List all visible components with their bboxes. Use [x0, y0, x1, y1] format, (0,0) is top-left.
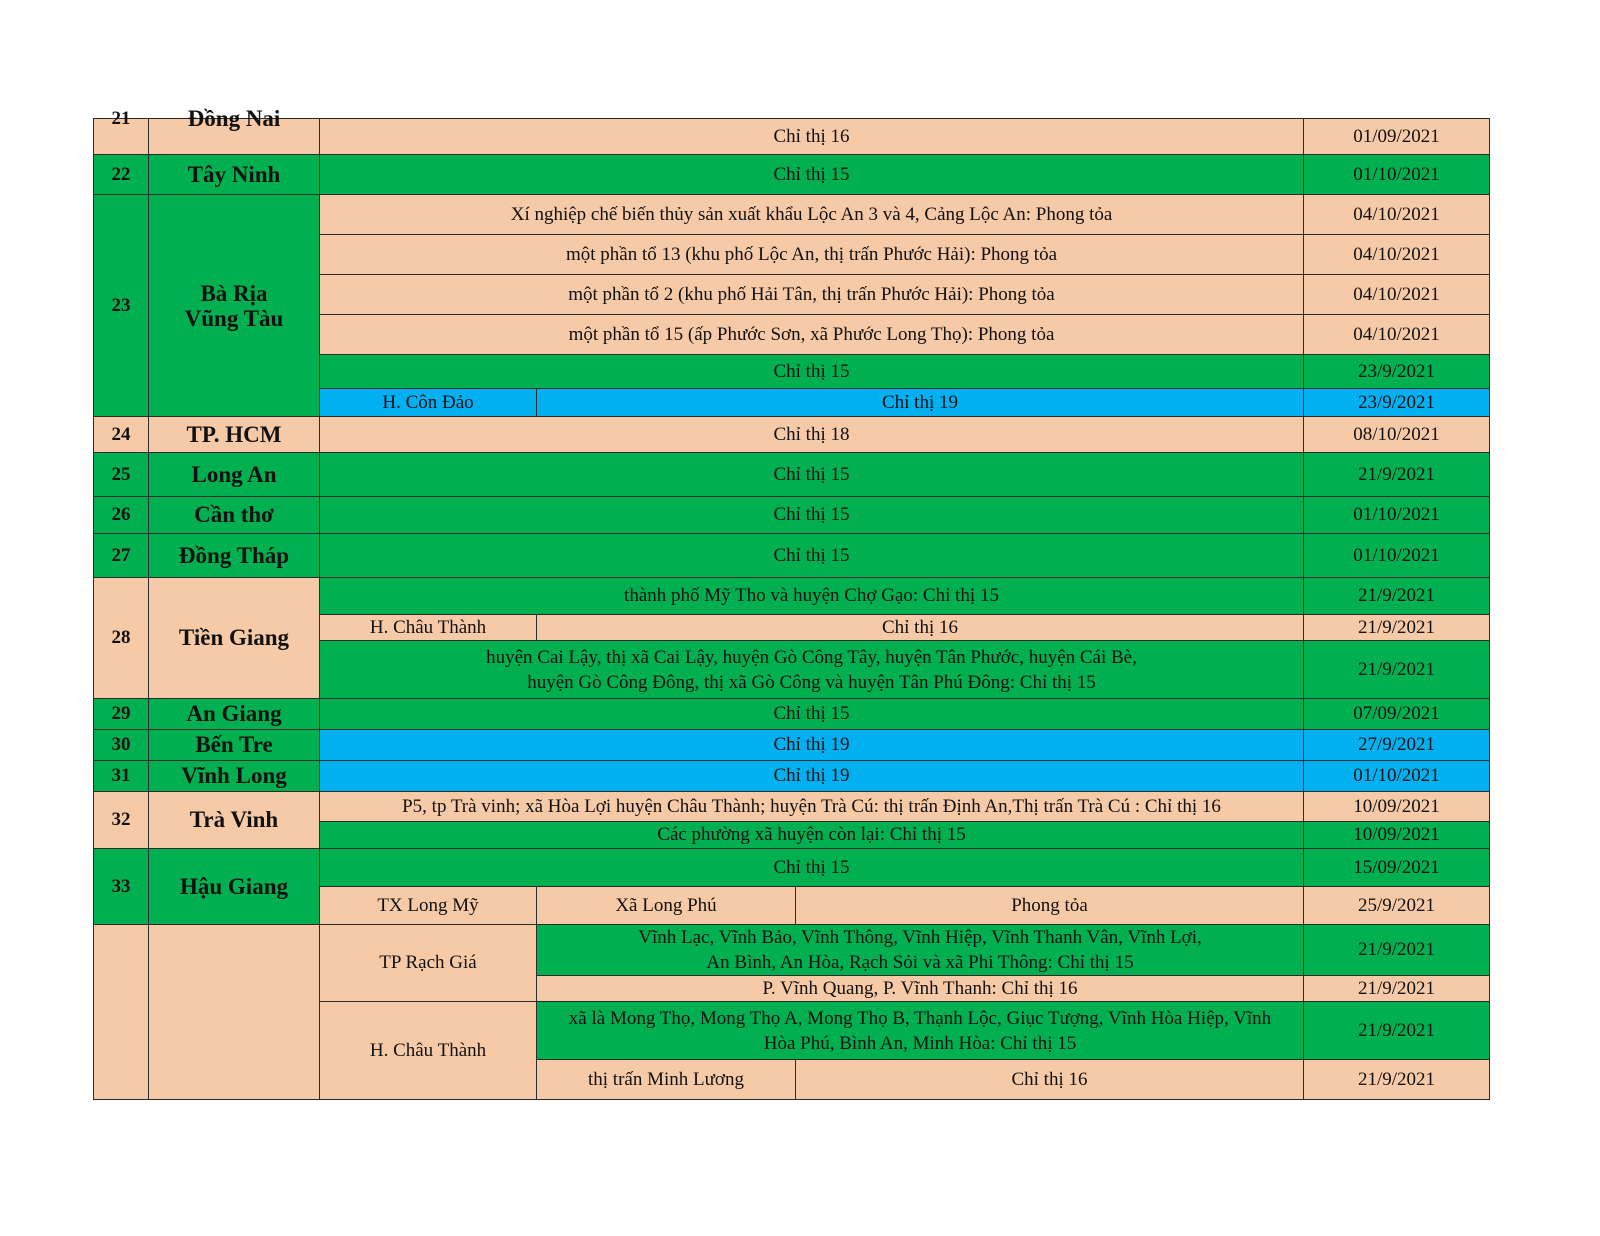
date-cell: 15/09/2021 [1304, 849, 1490, 887]
measure-cell: Các phường xã huyện còn lại: Chỉ thị 15 [320, 822, 1304, 849]
measure-cell: Chỉ thị 19 [320, 761, 1304, 792]
table-row [94, 453, 1490, 497]
date-cell: 21/9/2021 [1304, 453, 1490, 497]
date-cell: 07/09/2021 [1304, 699, 1490, 730]
table-row [94, 119, 1490, 155]
table-row [94, 849, 1490, 887]
table-row [94, 195, 1490, 235]
measure-cell: Chỉ thị 18 [320, 417, 1304, 453]
table-row [94, 534, 1490, 578]
measure-cell: Chỉ thị 15 [320, 849, 1304, 887]
district-cell: TX Long Mỹ [320, 887, 537, 925]
ward-cell: thị trấn Minh Lương [537, 1060, 796, 1100]
date-cell: 10/09/2021 [1304, 792, 1490, 822]
date-cell: 21/9/2021 [1304, 1002, 1490, 1060]
table-row [94, 155, 1490, 195]
table-row [94, 730, 1490, 761]
district-cell: H. Châu Thành [320, 615, 537, 641]
measure-cell: Chỉ thị 15 [320, 497, 1304, 534]
measure-cell: thành phố Mỹ Tho và huyện Chợ Gạo: Chỉ thị 15 [320, 578, 1304, 615]
date-cell: 04/10/2021 [1304, 315, 1490, 355]
district-cell: H. Châu Thành [320, 1002, 537, 1100]
table-row [94, 417, 1490, 453]
measure-cell: Chỉ thị 15 [320, 155, 1304, 195]
row-number: 32 [94, 792, 149, 849]
province-name: Hậu Giang [149, 849, 320, 925]
province-name: Vĩnh Long [149, 761, 320, 792]
ward-cell: Xã Long Phú [537, 887, 796, 925]
date-cell: 01/10/2021 [1304, 761, 1490, 792]
row-number: 31 [94, 761, 149, 792]
district-cell: H. Côn Đảo [320, 389, 537, 417]
measure-cell: Vĩnh Lạc, Vĩnh Bảo, Vĩnh Thông, Vĩnh Hiệp, Vĩnh Thanh Vân, Vĩnh Lợi, An Bình, An Hòa, Rạch Sỏi và xã Phi Thông: Chỉ thị 15 [537, 925, 1304, 976]
row-number: 28 [94, 578, 149, 699]
measure-cell: Chỉ thị 16 [320, 119, 1304, 155]
date-cell: 08/10/2021 [1304, 417, 1490, 453]
measure-cell: Chỉ thị 19 [537, 389, 1304, 417]
row-number: 23 [94, 195, 149, 417]
measure-cell: Chỉ thị 15 [320, 699, 1304, 730]
date-cell: 21/9/2021 [1304, 925, 1490, 976]
row-number: 21 [94, 119, 149, 155]
province-name [149, 925, 320, 1100]
table-row [94, 925, 1490, 976]
province-name: Đồng Tháp [149, 534, 320, 578]
date-cell: 10/09/2021 [1304, 822, 1490, 849]
date-cell: 01/10/2021 [1304, 534, 1490, 578]
measure-cell: một phần tổ 15 (ấp Phước Sơn, xã Phước Long Thọ): Phong tỏa [320, 315, 1304, 355]
measure-cell: Chỉ thị 16 [796, 1060, 1304, 1100]
measure-cell: xã là Mong Thọ, Mong Thọ A, Mong Thọ B, Thạnh Lộc, Giục Tượng, Vĩnh Hòa Hiệp, Vĩnh Hòa Phú, Bình An, Minh Hòa: Chỉ thị 15 [537, 1002, 1304, 1060]
table-row [94, 699, 1490, 730]
measure-cell: một phần tổ 13 (khu phố Lộc An, thị trấn Phước Hải): Phong tỏa [320, 235, 1304, 275]
date-cell: 04/10/2021 [1304, 195, 1490, 235]
row-number: 29 [94, 699, 149, 730]
measure-cell: P. Vĩnh Quang, P. Vĩnh Thanh: Chỉ thị 16 [537, 976, 1304, 1002]
province-name: Bến Tre [149, 730, 320, 761]
row-number: 25 [94, 453, 149, 497]
row-number: 30 [94, 730, 149, 761]
restrictions-table-sheet [93, 105, 1489, 1097]
date-cell: 23/9/2021 [1304, 355, 1490, 389]
district-cell: TP Rạch Giá [320, 925, 537, 1002]
date-cell: 01/10/2021 [1304, 155, 1490, 195]
province-name: Bà Rịa Vũng Tàu [149, 195, 320, 417]
province-name: Tiền Giang [149, 578, 320, 699]
date-cell: 27/9/2021 [1304, 730, 1490, 761]
row-number: 24 [94, 417, 149, 453]
row-number: 27 [94, 534, 149, 578]
row-number: 33 [94, 849, 149, 925]
measure-cell: một phần tổ 2 (khu phố Hải Tân, thị trấn Phước Hải): Phong tỏa [320, 275, 1304, 315]
table-row [94, 497, 1490, 534]
province-name: Long An [149, 453, 320, 497]
province-name: An Giang [149, 699, 320, 730]
date-cell: 04/10/2021 [1304, 275, 1490, 315]
row-number: 22 [94, 155, 149, 195]
province-name: Đồng Nai [149, 119, 320, 155]
province-name: TP. HCM [149, 417, 320, 453]
measure-cell: Chỉ thị 19 [320, 730, 1304, 761]
table-row [94, 792, 1490, 822]
date-cell: 21/9/2021 [1304, 1060, 1490, 1100]
measure-cell: Chỉ thị 15 [320, 534, 1304, 578]
date-cell: 21/9/2021 [1304, 641, 1490, 699]
table-row [94, 578, 1490, 615]
date-cell: 25/9/2021 [1304, 887, 1490, 925]
measure-cell: Chỉ thị 16 [537, 615, 1304, 641]
province-name: Cần thơ [149, 497, 320, 534]
province-name: Tây Ninh [149, 155, 320, 195]
date-cell: 23/9/2021 [1304, 389, 1490, 417]
table-row [94, 761, 1490, 792]
date-cell: 04/10/2021 [1304, 235, 1490, 275]
measure-cell: Xí nghiệp chế biến thủy sản xuất khẩu Lộc An 3 và 4, Cảng Lộc An: Phong tỏa [320, 195, 1304, 235]
row-number: 26 [94, 497, 149, 534]
restrictions-table [93, 105, 1490, 1100]
date-cell: 21/9/2021 [1304, 578, 1490, 615]
measure-cell: Phong tỏa [796, 887, 1304, 925]
date-cell: 21/9/2021 [1304, 615, 1490, 641]
date-cell: 01/10/2021 [1304, 497, 1490, 534]
measure-cell: Chỉ thị 15 [320, 453, 1304, 497]
date-cell: 01/09/2021 [1304, 119, 1490, 155]
row-number [94, 925, 149, 1100]
province-name: Trà Vinh [149, 792, 320, 849]
date-cell: 21/9/2021 [1304, 976, 1490, 1002]
measure-cell: huyện Cai Lậy, thị xã Cai Lậy, huyện Gò Công Tây, huyện Tân Phước, huyện Cái Bè, huyện Gò Công Đông, thị xã Gò Công và huyện Tân Phú Đông: Chỉ thị 15 [320, 641, 1304, 699]
measure-cell: Chỉ thị 15 [320, 355, 1304, 389]
measure-cell: P5, tp Trà vinh; xã Hòa Lợi huyện Châu Thành; huyện Trà Cú: thị trấn Định An,Thị trấn Trà Cú : Chỉ thị 16 [320, 792, 1304, 822]
